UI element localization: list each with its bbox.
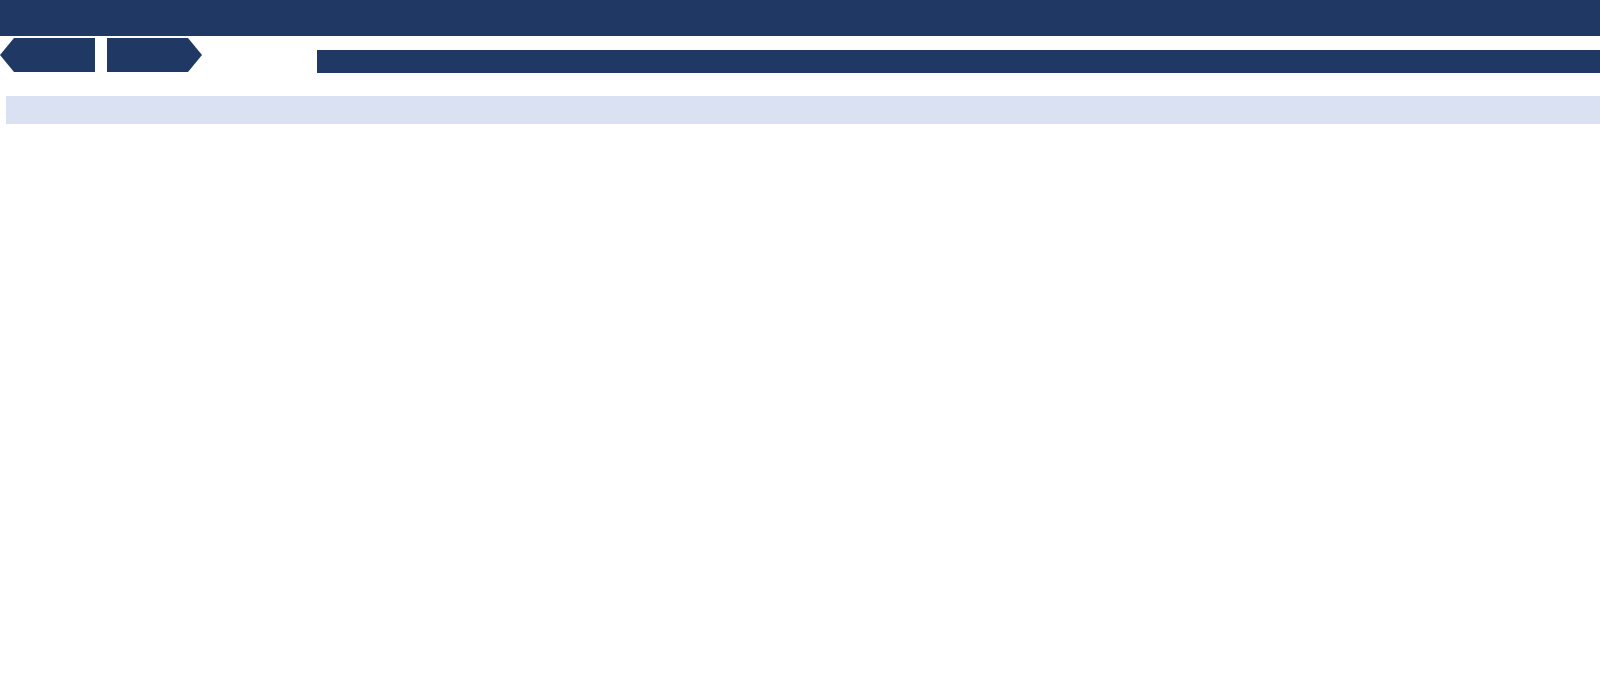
column-type-bar xyxy=(317,50,1600,73)
statement-title-band xyxy=(6,96,1600,124)
sheet-title xyxy=(60,0,250,36)
year-header-bar xyxy=(0,0,1600,36)
next-button[interactable] xyxy=(107,38,202,72)
prev-button[interactable] xyxy=(0,38,95,72)
